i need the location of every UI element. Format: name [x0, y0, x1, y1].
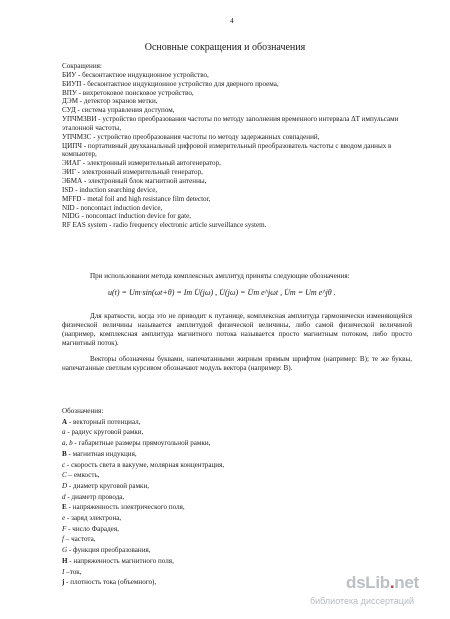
notation-description: - плотность тока (объемного), — [64, 578, 157, 587]
notation-description: - диаметр круговой рамки, — [67, 481, 150, 490]
notation-description: - векторный потенциал, — [67, 417, 141, 426]
abbreviation-item: УПЧМЗВИ - устройство преобразования частоты по методу заполнения временного интервала ΔT импульсами эталонной частоты, — [62, 115, 399, 132]
abbreviation-item: ДЭМ - детектор экранов метки, — [62, 97, 158, 106]
abbreviation-item: ЭБМА - электронный блок магнитной антенны, — [62, 176, 207, 185]
notation-description: - габаритные размеры прямоугольной рамки, — [72, 439, 211, 448]
abbreviations-section — [62, 62, 407, 230]
notation-item — [62, 524, 407, 535]
notation-item — [62, 502, 407, 513]
abbreviation-item: ЭИАГ - электронный измерительный автогенератор, — [62, 159, 221, 168]
notation-symbol: G — [62, 546, 68, 555]
notation-item — [62, 438, 407, 449]
notation-symbol: c — [62, 460, 66, 469]
abbreviation-item: RF EAS system - radio frequency electronic article surveillance system. — [62, 221, 267, 230]
abbreviation-item: ЦИПЧ - портативный двухканальный цифровой измерительный преобразователь частоты с вводом данных в компьютер, — [62, 141, 392, 159]
watermark-logo-text: dsLib.net — [346, 573, 419, 592]
notation-list — [62, 417, 407, 588]
abbreviations-heading: Сокращения: — [62, 62, 102, 70]
notation-symbol: j — [62, 578, 65, 587]
paragraph-complex-amplitude: Для краткости, когда это не приводит к путанице, комплексная амплитуда гармонически изменяющейся физической величины называется амплитудой физической величины, либо самой физической величиной (например, комплексная амплитуда магнитного потока называется просто магнитным потоком, либо просто магнитный поток). — [62, 312, 412, 347]
notation-item — [62, 513, 407, 524]
notation-symbol: B — [62, 449, 67, 458]
notation-symbol: D — [62, 481, 68, 490]
dslib-watermark-logo — [346, 573, 419, 593]
notation-item — [62, 556, 407, 567]
notation-symbol: C — [62, 471, 67, 480]
notation-item — [62, 492, 407, 503]
page-title: Основные сокращения и обозначения — [144, 42, 306, 53]
notation-description: - напряженность магнитного поля, — [67, 556, 174, 565]
page-number: 4 — [230, 16, 234, 25]
notation-symbol: e — [62, 514, 66, 523]
notation-symbol: a — [62, 428, 66, 437]
notation-description: - напряженность электрического поля, — [66, 503, 185, 512]
notation-symbol: f — [62, 535, 64, 544]
abbreviation-item: ЭИГ - электронный измерительный генератор, — [62, 168, 203, 177]
abbreviation-item: ВПУ - вихретоковое поисковое устройство, — [62, 88, 194, 97]
abbreviation-item: БИУ - бесконтактное индукционное устройство, — [62, 70, 209, 79]
notation-description: - скорость света в вакууме, молярная концентрация, — [65, 460, 225, 469]
notation-symbol: d — [62, 492, 66, 501]
complex-amplitude-formula: u(t) = Um·sin(ωt+θ) = Im U̇(jω) , U̇(jω) = U̇m e^jωt , U̇m = Um e^jθ . — [108, 288, 336, 297]
notation-item — [62, 470, 407, 481]
notation-description: - функция преобразования, — [67, 546, 151, 555]
notation-symbol: I — [62, 567, 65, 576]
abbreviation-item: NIDG - noncontact induction device for gate, — [62, 212, 192, 221]
notation-item — [62, 449, 407, 460]
formula-intro: При использовании метода комплексных амплитуд приняты следующие обозначения: — [90, 272, 350, 280]
notation-description: - магнитная индукция, — [66, 449, 137, 458]
notations-section — [62, 406, 407, 588]
notation-item — [62, 460, 407, 471]
notation-item — [62, 427, 407, 438]
notation-description: - число Фарадея, — [66, 524, 119, 533]
notation-symbol: A — [62, 417, 68, 426]
abbreviation-item: СУД - система управления доступом, — [62, 106, 175, 115]
abbreviation-item: NID - noncontact induction device, — [62, 203, 163, 212]
notation-description: - радиус круговой рамки, — [65, 428, 144, 437]
notation-description: - заряд электрона, — [65, 514, 122, 523]
notation-description: –ток, — [64, 567, 82, 576]
notation-item — [62, 481, 407, 492]
abbreviation-item: MFFD - metal foil and high resistance film detector, — [62, 194, 211, 203]
notation-item — [62, 545, 407, 556]
notation-description: – емкость, — [66, 471, 100, 480]
abbreviation-item: ISD - induction searching device, — [62, 185, 158, 194]
notations-heading: Обозначения: — [62, 407, 104, 415]
paragraph-vectors: Векторы обозначены буквами, напечатанными жирным прямым шрифтом (например: B); те же буквы, напечатанные светлым курсивом обозначают модуль вектора (например: B). — [62, 355, 412, 372]
notation-symbol: F — [62, 524, 67, 533]
notation-symbol: E — [62, 503, 67, 512]
notation-description: – частота, — [63, 535, 96, 544]
notation-item — [62, 534, 407, 545]
notation-description: - диаметр провода, — [65, 492, 125, 501]
notation-symbol: H — [62, 556, 68, 565]
notation-symbol: a, b — [62, 439, 73, 448]
notation-item — [62, 417, 407, 428]
watermark-subtitle: библиотека диссертаций — [310, 596, 415, 606]
abbreviation-item: БИУП - бесконтактное индукционное устройство для дверного проема, — [62, 79, 279, 88]
abbreviation-item: УПЧМЗС - устройство преобразования частоты по методу задержанных совпадений, — [62, 132, 320, 141]
